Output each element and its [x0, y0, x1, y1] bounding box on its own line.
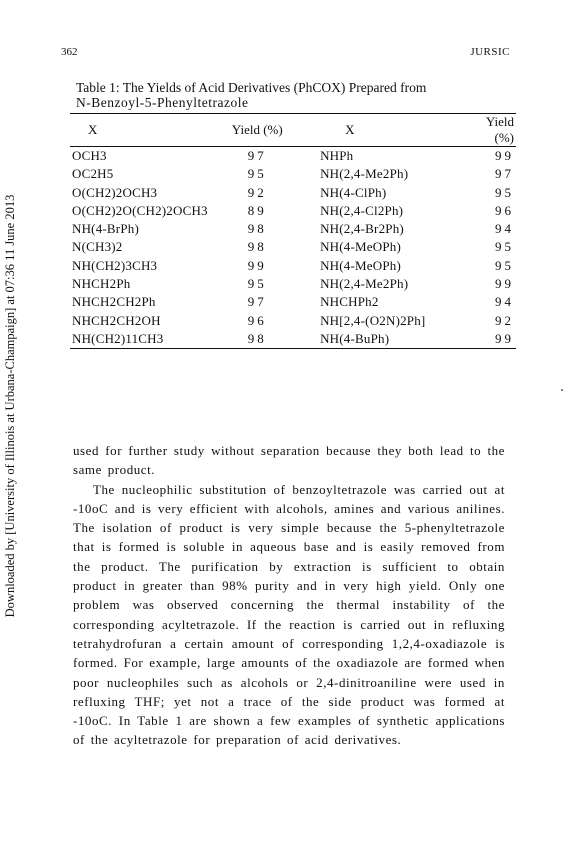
substituent-cell: NHCH2CH2Ph — [72, 294, 156, 310]
yields-table — [70, 113, 516, 349]
paragraph: used for further study without separation because they both lead to the same product. — [73, 443, 505, 478]
table-header-row — [70, 114, 516, 147]
substituent-cell: NH(4-MeOPh) — [320, 257, 401, 273]
yield-cell: 99 — [247, 257, 267, 273]
table-caption-line2: N-Benzoyl-5-Phenyltetrazole — [76, 95, 249, 110]
substituent-cell: NHCH2CH2OH — [72, 312, 161, 328]
substituent-cell: NH(CH2)3CH3 — [72, 257, 158, 273]
yield-cell: 95 — [495, 184, 514, 200]
substituent-cell: NH[2,4-(O2N)2Ph] — [320, 312, 426, 328]
yield-cell: 94 — [495, 294, 514, 310]
substituent-cell: NH(2,4-Me2Ph) — [320, 166, 409, 182]
yield-cell: 97 — [247, 294, 267, 310]
substituent-cell: O(CH2)2OCH3 — [72, 184, 158, 200]
yield-cell: 94 — [495, 221, 514, 237]
table-row — [70, 330, 516, 349]
yield-cell: 99 — [495, 330, 514, 346]
download-watermark: Downloaded by [University of Illinois at Urbana-Champaign] at 07:36 11 June 2013 — [3, 194, 17, 618]
substituent-cell: NH(2,4-Cl2Ph) — [320, 202, 404, 218]
yield-cell: 98 — [247, 221, 267, 237]
substituent-cell: NH(2,4-Br2Ph) — [320, 221, 404, 237]
table-row — [70, 165, 516, 183]
substituent-cell: NH(CH2)11CH3 — [72, 330, 164, 346]
table-row — [70, 293, 516, 311]
yield-cell: 98 — [247, 239, 267, 255]
substituent-cell: NH(2,4-Me2Ph) — [320, 276, 409, 292]
table-row — [70, 184, 516, 202]
yield-cell: 92 — [247, 184, 267, 200]
table-row — [70, 147, 516, 166]
yield-cell: 92 — [495, 312, 514, 328]
yield-cell: 99 — [495, 276, 514, 292]
yield-cell: 89 — [247, 202, 267, 218]
substituent-cell: NH(4-BrPh) — [72, 221, 139, 237]
table-row — [70, 202, 516, 220]
yield-cell: 96 — [247, 312, 267, 328]
table-row — [70, 238, 516, 256]
yield-cell: 95 — [247, 276, 267, 292]
table-caption-line1: Table 1: The Yields of Acid Derivatives (PhCOX) Prepared from — [76, 80, 427, 95]
substituent-cell: NHPh — [320, 148, 354, 163]
table-row — [70, 220, 516, 238]
substituent-cell: NHCHPh2 — [320, 294, 379, 310]
yield-cell: 95 — [495, 257, 514, 273]
header-x-left: X — [88, 122, 98, 137]
yield-cell: 97 — [247, 148, 267, 163]
header-x-right: X — [345, 122, 355, 137]
running-head: JURSIC — [470, 46, 510, 58]
substituent-cell: NHCH2Ph — [72, 276, 131, 292]
yield-cell: 95 — [247, 166, 267, 182]
substituent-cell: O(CH2)2O(CH2)2OCH3 — [72, 202, 208, 218]
table-row — [70, 275, 516, 293]
header-yield-left: Yield (%) — [231, 122, 283, 137]
substituent-cell: NH(4-BuPh) — [320, 330, 390, 346]
header-yield-right: Yield (%) — [485, 114, 514, 145]
yield-cell: 98 — [247, 330, 267, 346]
body-text — [73, 441, 505, 750]
substituent-cell: OC2H5 — [72, 166, 114, 182]
yield-cell: 95 — [495, 239, 514, 255]
stray-mark — [561, 389, 563, 391]
paragraph: The nucleophilic substitution of benzoyltetrazole was carried out at -10oC and is very efficient with alcohols, amines and various anilines. The isolation of product is very simple because the 5-phenyltetrazole that is formed is soluble in aqueous base and is easily removed from the product. The purification by extraction is sufficient to obtain product in greater than 98% purity and in very high yield. Only one problem was observed concerning the thermal instability of the corresponding acyltetrazole. If the reaction is carried out in refluxing tetrahydrofuran a certain amount of corresponding 1,2,4-oxadiazole is formed. For example, large amounts of the oxadiazole are formed when poor nucleophiles such as alcohols or 2,4-dinitroaniline were used in refluxing THF; yet not a trace of the side product was formed at -10oC. In Table 1 are shown a few examples of synthetic applications of the acyltetrazole for preparation of acid derivatives. — [73, 481, 505, 748]
substituent-cell: N(CH3)2 — [72, 239, 123, 255]
substituent-cell: OCH3 — [72, 148, 107, 163]
table-row — [70, 312, 516, 330]
substituent-cell: NH(4-ClPh) — [320, 184, 387, 200]
yield-cell: 99 — [495, 148, 514, 163]
table-row — [70, 257, 516, 275]
yield-cell: 97 — [495, 166, 514, 182]
yield-cell: 96 — [495, 202, 514, 218]
table-caption — [76, 80, 516, 110]
page-number: 362 — [61, 46, 78, 58]
substituent-cell: NH(4-MeOPh) — [320, 239, 401, 255]
